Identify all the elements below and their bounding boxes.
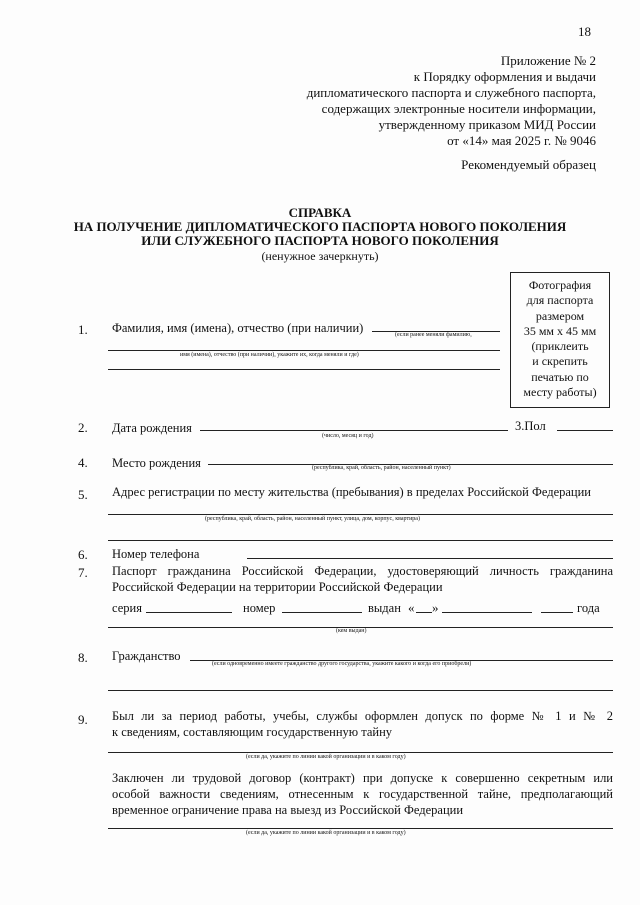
- contract-question: особой важности сведениям, отнесенным к государственной тайне, предполагающий: [112, 787, 613, 801]
- field-hint: (если ранее меняли фамилию,: [395, 332, 472, 338]
- quote-close: »: [432, 600, 439, 615]
- field-hint: (если да, укажите по линии какой организации и в каком году): [246, 754, 406, 760]
- item-number: 8.: [78, 650, 88, 665]
- contract-question: Заключен ли трудовой договор (контракт) при допуске к совершенно секретным или: [112, 771, 613, 785]
- field-hint: (республика, край, область, район, населенный пункт): [312, 465, 451, 471]
- page-number: 18: [578, 24, 591, 39]
- clearance-field[interactable]: [108, 752, 613, 753]
- sex-field[interactable]: [557, 430, 613, 431]
- issued-label: выдан: [368, 601, 401, 615]
- contract-question: временное ограничение права на выезд из Российской Федерации: [112, 803, 464, 817]
- appendix-line: содержащих электронные носители информации,: [321, 101, 596, 116]
- photo-text: Фотография: [528, 278, 592, 292]
- title-line: СПРАВКА: [288, 205, 352, 220]
- item-number: 6.: [78, 547, 88, 562]
- photo-text: (приклеить: [531, 339, 589, 354]
- year-label: года: [577, 601, 600, 615]
- item-label: Дата рождения: [112, 421, 192, 435]
- item-label: Номер телефона: [112, 547, 200, 561]
- phone-field[interactable]: [247, 558, 613, 559]
- series-field[interactable]: [146, 612, 232, 613]
- photo-text: размером: [535, 308, 585, 323]
- item-label: Фамилия, имя (имена), отчество (при наличии): [112, 321, 364, 335]
- appendix-line: Приложение № 2: [500, 53, 596, 68]
- field-hint: (республика, край, область, район, населенный пункт, улица, дом, корпус, квартира): [205, 516, 420, 522]
- name-field-line-3[interactable]: [108, 369, 500, 370]
- photo-text: печатью по: [531, 369, 589, 384]
- series-label: серия: [112, 601, 142, 615]
- item-label-cont: к сведениям, составляющим государственную тайну: [112, 725, 393, 739]
- appendix-line: дипломатического паспорта и служебного паспорта,: [306, 85, 596, 100]
- number-field[interactable]: [282, 612, 362, 613]
- appendix-line: к Порядку оформления и выдачи: [413, 69, 596, 84]
- address-field[interactable]: [108, 514, 613, 515]
- number-label: номер: [243, 601, 276, 615]
- photo-placeholder[interactable]: [510, 272, 610, 408]
- name-field-line-2[interactable]: [108, 350, 500, 351]
- title-note: (ненужное зачеркнуть): [261, 249, 379, 263]
- item-number: 1.: [78, 322, 88, 337]
- contract-field[interactable]: [108, 828, 613, 829]
- item-label: Был ли за период работы, учебы, службы оформлен допуск по форме № 1 и № 2: [112, 709, 613, 723]
- citizenship-field-line-2[interactable]: [108, 690, 613, 691]
- field-hint: имя (имена), отчество (при наличии), укажите их, когда меняли и где): [180, 352, 359, 358]
- field-hint: (если да, укажите по линии какой организации и в каком году): [246, 830, 406, 836]
- title-line: НА ПОЛУЧЕНИЕ ДИПЛОМАТИЧЕСКОГО ПАСПОРТА НОВОГО ПОКОЛЕНИЯ: [73, 219, 567, 234]
- address-field-line-2[interactable]: [108, 540, 613, 541]
- item-label-cont: Российской Федерации на территории Российской Федерации: [112, 580, 443, 594]
- item-label: Место рождения: [112, 456, 201, 470]
- item-number: 7.: [78, 565, 88, 580]
- item-number: 4.: [78, 455, 88, 470]
- issue-day-field[interactable]: [416, 612, 432, 613]
- appendix-line: от «14» мая 2025 г. № 9046: [447, 133, 596, 148]
- title-line: ИЛИ СЛУЖЕБНОГО ПАСПОРТА НОВОГО ПОКОЛЕНИЯ: [141, 233, 499, 248]
- field-hint: (если одновременно имеете гражданство другого государства, укажите какого и когда его приобрели): [212, 661, 472, 667]
- item-label: Гражданство: [112, 649, 181, 663]
- item-number: 5.: [78, 487, 88, 502]
- sex-label: 3.Пол: [515, 419, 546, 433]
- field-hint: (число, месяц и год): [322, 433, 374, 439]
- quote-open: «: [408, 600, 415, 615]
- appendix-line: утвержденному приказом МИД России: [378, 117, 596, 132]
- photo-text: месту работы): [523, 385, 597, 400]
- photo-text: 35 мм х 45 мм: [523, 323, 597, 338]
- issue-month-field[interactable]: [442, 612, 532, 613]
- item-number: 2.: [78, 420, 88, 435]
- recommended-sample: Рекомендуемый образец: [461, 157, 596, 172]
- field-hint: (кем выдан): [336, 628, 367, 634]
- item-label: Адрес регистрации по месту жительства (пребывания) в пределах Российской Федерации: [112, 485, 591, 499]
- issue-year-field[interactable]: [541, 612, 573, 613]
- item-number: 9.: [78, 712, 88, 727]
- birth-date-field[interactable]: [200, 430, 508, 431]
- photo-text: для паспорта: [526, 293, 594, 308]
- item-label: Паспорт гражданина Российской Федерации, удостоверяющий личность гражданина: [112, 564, 613, 578]
- photo-text: и скрепить: [532, 354, 588, 369]
